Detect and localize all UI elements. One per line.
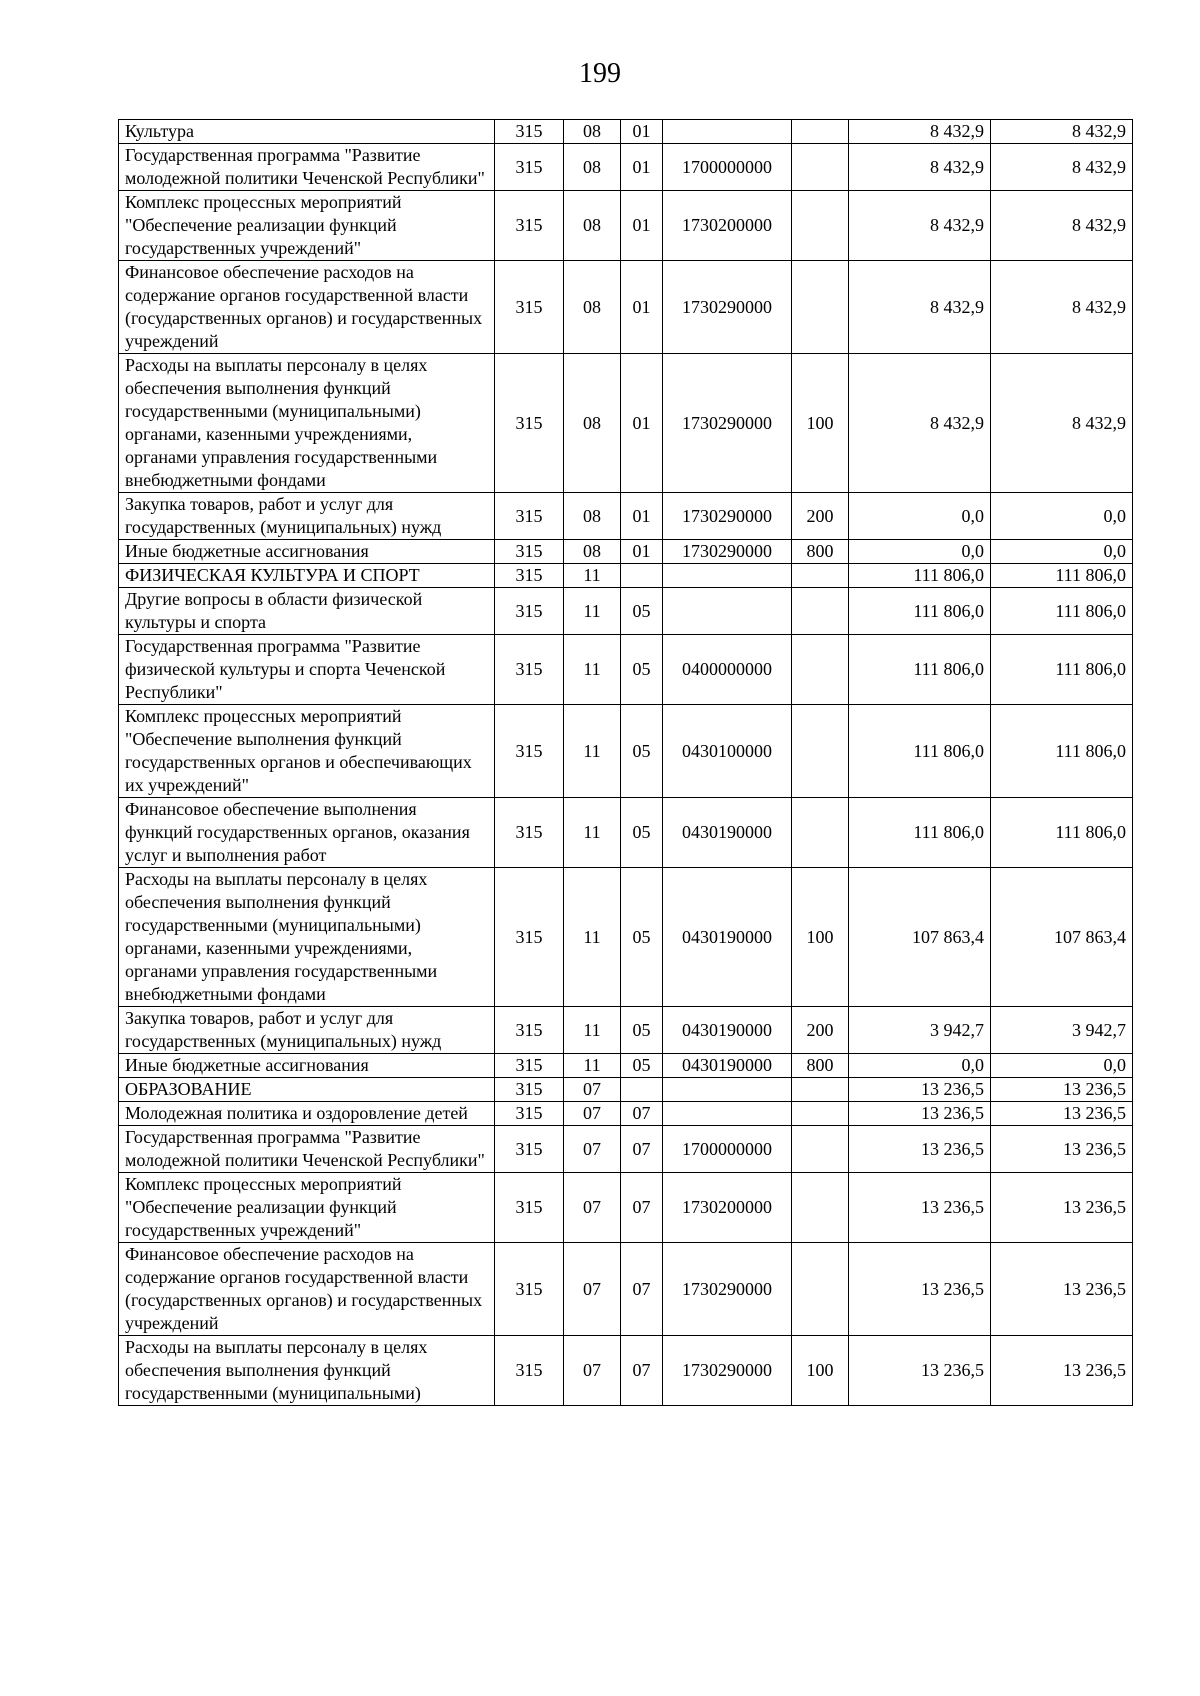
section-code-cell: 08 [564,191,621,261]
expense-type-cell: 800 [792,540,849,564]
subsection-code-cell: 01 [621,540,663,564]
table-row [119,798,1133,868]
amount-second-cell: 111 806,0 [991,798,1133,868]
subsection-code-cell: 01 [621,493,663,540]
section-code-cell: 07 [564,1078,621,1102]
grbs-code-cell: 315 [495,1102,564,1126]
subsection-code-cell: 01 [621,120,663,144]
page-number: 199 [579,58,621,89]
table-row [119,120,1133,144]
amount-second-cell: 8 432,9 [991,354,1133,493]
subsection-code-cell: 07 [621,1126,663,1173]
table-row [119,354,1133,493]
grbs-code-cell: 315 [495,540,564,564]
amount-first-cell: 13 236,5 [849,1243,991,1336]
expense-type-cell [792,1102,849,1126]
expense-name-cell: Финансовое обеспечение расходов на содержание органов государственной власти (государственных органов) и государственных учреждений [119,261,495,354]
expense-name-cell: Финансовое обеспечение расходов на содержание органов государственной власти (государственных органов) и государственных учреждений [119,1243,495,1336]
expense-name-cell: Комплекс процессных мероприятий "Обеспечение выполнения функций государственных органов и обеспечивающих их учреждений" [119,705,495,798]
expense-name-cell: Расходы на выплаты персоналу в целях обеспечения выполнения функций государственными (муниципальными) органами, казенными учреждениями, органами управления государственными внебюджетными фондами [119,868,495,1007]
subsection-code-cell: 05 [621,868,663,1007]
table-row [119,588,1133,635]
expense-type-cell [792,564,849,588]
subsection-code-cell: 05 [621,588,663,635]
amount-first-cell: 13 236,5 [849,1126,991,1173]
grbs-code-cell: 315 [495,1243,564,1336]
table-row [119,1243,1133,1336]
expense-type-cell [792,635,849,705]
subsection-code-cell [621,564,663,588]
grbs-code-cell: 315 [495,1173,564,1243]
subsection-code-cell: 05 [621,798,663,868]
subsection-code-cell: 07 [621,1173,663,1243]
amount-first-cell: 3 942,7 [849,1007,991,1054]
amount-second-cell: 13 236,5 [991,1336,1133,1406]
target-article-cell [663,120,792,144]
expense-name-cell: Закупка товаров, работ и услуг для государственных (муниципальных) нужд [119,1007,495,1054]
expense-type-cell: 200 [792,1007,849,1054]
section-code-cell: 08 [564,540,621,564]
amount-second-cell: 13 236,5 [991,1078,1133,1102]
section-code-cell: 08 [564,261,621,354]
amount-first-cell: 13 236,5 [849,1078,991,1102]
amount-first-cell: 0,0 [849,493,991,540]
section-code-cell: 07 [564,1336,621,1406]
expense-type-cell: 100 [792,354,849,493]
table-row [119,1102,1133,1126]
amount-first-cell: 8 432,9 [849,144,991,191]
amount-first-cell: 0,0 [849,1054,991,1078]
amount-second-cell: 111 806,0 [991,564,1133,588]
target-article-cell [663,1102,792,1126]
grbs-code-cell: 315 [495,261,564,354]
section-code-cell: 08 [564,354,621,493]
section-code-cell: 08 [564,493,621,540]
section-code-cell: 11 [564,1007,621,1054]
amount-second-cell: 13 236,5 [991,1173,1133,1243]
amount-second-cell: 107 863,4 [991,868,1133,1007]
budget-table [118,119,1133,1406]
amount-second-cell: 0,0 [991,493,1133,540]
grbs-code-cell: 315 [495,354,564,493]
table-row [119,1126,1133,1173]
target-article-cell: 1730290000 [663,261,792,354]
expense-name-cell: Иные бюджетные ассигнования [119,540,495,564]
target-article-cell [663,564,792,588]
expense-name-cell: Культура [119,120,495,144]
table-row [119,1054,1133,1078]
section-code-cell: 11 [564,588,621,635]
expense-type-cell [792,1243,849,1336]
expense-name-cell: Молодежная политика и оздоровление детей [119,1102,495,1126]
target-article-cell: 0400000000 [663,635,792,705]
grbs-code-cell: 315 [495,1336,564,1406]
amount-first-cell: 0,0 [849,540,991,564]
section-code-cell: 07 [564,1126,621,1173]
expense-type-cell [792,191,849,261]
table-row [119,1007,1133,1054]
expense-name-cell: Расходы на выплаты персоналу в целях обеспечения выполнения функций государственными (муниципальными) органами, казенными учреждениями, органами управления государственными внебюджетными фондами [119,354,495,493]
section-code-cell: 11 [564,705,621,798]
table-row [119,144,1133,191]
amount-first-cell: 8 432,9 [849,354,991,493]
target-article-cell [663,1078,792,1102]
amount-second-cell: 8 432,9 [991,191,1133,261]
grbs-code-cell: 315 [495,635,564,705]
grbs-code-cell: 315 [495,1054,564,1078]
amount-second-cell: 0,0 [991,1054,1133,1078]
amount-first-cell: 8 432,9 [849,261,991,354]
amount-first-cell: 13 236,5 [849,1173,991,1243]
amount-second-cell: 111 806,0 [991,705,1133,798]
target-article-cell: 0430190000 [663,798,792,868]
expense-name-cell: Комплекс процессных мероприятий "Обеспечение реализации функций государственных учреждений" [119,1173,495,1243]
subsection-code-cell [621,1078,663,1102]
expense-type-cell [792,798,849,868]
section-code-cell: 08 [564,120,621,144]
section-code-cell: 11 [564,1054,621,1078]
amount-first-cell: 111 806,0 [849,635,991,705]
amount-second-cell: 8 432,9 [991,144,1133,191]
target-article-cell: 1700000000 [663,144,792,191]
expense-type-cell [792,588,849,635]
target-article-cell: 0430100000 [663,705,792,798]
section-code-cell: 11 [564,635,621,705]
grbs-code-cell: 315 [495,493,564,540]
section-code-cell: 11 [564,868,621,1007]
grbs-code-cell: 315 [495,588,564,635]
amount-first-cell: 13 236,5 [849,1336,991,1406]
table-row [119,1336,1133,1406]
expense-type-cell: 800 [792,1054,849,1078]
table-row [119,261,1133,354]
amount-first-cell: 111 806,0 [849,588,991,635]
table-row [119,868,1133,1007]
section-code-cell: 08 [564,144,621,191]
subsection-code-cell: 01 [621,191,663,261]
target-article-cell: 1730290000 [663,493,792,540]
expense-type-cell [792,1078,849,1102]
target-article-cell: 0430190000 [663,1007,792,1054]
expense-type-cell [792,120,849,144]
expense-type-cell [792,1173,849,1243]
expense-type-cell [792,144,849,191]
subsection-code-cell: 05 [621,635,663,705]
grbs-code-cell: 315 [495,564,564,588]
target-article-cell: 0430190000 [663,1054,792,1078]
section-code-cell: 07 [564,1102,621,1126]
amount-second-cell: 8 432,9 [991,120,1133,144]
target-article-cell: 1730290000 [663,540,792,564]
target-article-cell: 1730290000 [663,1336,792,1406]
amount-second-cell: 8 432,9 [991,261,1133,354]
subsection-code-cell: 01 [621,354,663,493]
table-row [119,635,1133,705]
amount-first-cell: 111 806,0 [849,798,991,868]
subsection-code-cell: 01 [621,261,663,354]
grbs-code-cell: 315 [495,1007,564,1054]
budget-table-body [119,120,1133,1406]
target-article-cell: 0430190000 [663,868,792,1007]
subsection-code-cell: 07 [621,1243,663,1336]
subsection-code-cell: 05 [621,705,663,798]
target-article-cell: 1730290000 [663,1243,792,1336]
amount-first-cell: 8 432,9 [849,191,991,261]
grbs-code-cell: 315 [495,144,564,191]
amount-second-cell: 111 806,0 [991,588,1133,635]
expense-type-cell: 200 [792,493,849,540]
amount-second-cell: 3 942,7 [991,1007,1133,1054]
subsection-code-cell: 07 [621,1336,663,1406]
expense-name-cell: Финансовое обеспечение выполнения функций государственных органов, оказания услуг и выполнения работ [119,798,495,868]
amount-second-cell: 111 806,0 [991,635,1133,705]
amount-second-cell: 13 236,5 [991,1102,1133,1126]
table-row [119,493,1133,540]
grbs-code-cell: 315 [495,1126,564,1173]
target-article-cell: 1730200000 [663,1173,792,1243]
amount-first-cell: 8 432,9 [849,120,991,144]
table-row [119,1173,1133,1243]
target-article-cell [663,588,792,635]
subsection-code-cell: 05 [621,1054,663,1078]
section-code-cell: 07 [564,1173,621,1243]
table-row [119,191,1133,261]
expense-name-cell: Другие вопросы в области физической культуры и спорта [119,588,495,635]
amount-second-cell: 0,0 [991,540,1133,564]
target-article-cell: 1730200000 [663,191,792,261]
grbs-code-cell: 315 [495,705,564,798]
expense-type-cell [792,1126,849,1173]
table-row [119,564,1133,588]
expense-type-cell: 100 [792,868,849,1007]
amount-first-cell: 13 236,5 [849,1102,991,1126]
subsection-code-cell: 01 [621,144,663,191]
amount-first-cell: 111 806,0 [849,564,991,588]
amount-second-cell: 13 236,5 [991,1243,1133,1336]
section-code-cell: 11 [564,798,621,868]
expense-type-cell: 100 [792,1336,849,1406]
grbs-code-cell: 315 [495,1078,564,1102]
amount-second-cell: 13 236,5 [991,1126,1133,1173]
expense-name-cell: Комплекс процессных мероприятий "Обеспечение реализации функций государственных учреждений" [119,191,495,261]
section-code-cell: 11 [564,564,621,588]
subsection-code-cell: 07 [621,1102,663,1126]
expense-name-cell: Государственная программа "Развитие физической культуры и спорта Чеченской Республики" [119,635,495,705]
grbs-code-cell: 315 [495,191,564,261]
amount-first-cell: 107 863,4 [849,868,991,1007]
table-row [119,1078,1133,1102]
grbs-code-cell: 315 [495,868,564,1007]
target-article-cell: 1730290000 [663,354,792,493]
amount-first-cell: 111 806,0 [849,705,991,798]
subsection-code-cell: 05 [621,1007,663,1054]
target-article-cell: 1700000000 [663,1126,792,1173]
table-row [119,540,1133,564]
expense-name-cell: ФИЗИЧЕСКАЯ КУЛЬТУРА И СПОРТ [119,564,495,588]
expense-name-cell: Расходы на выплаты персоналу в целях обеспечения выполнения функций государственными (муниципальными) [119,1336,495,1406]
expense-type-cell [792,261,849,354]
expense-name-cell: Иные бюджетные ассигнования [119,1054,495,1078]
expense-type-cell [792,705,849,798]
table-row [119,705,1133,798]
expense-name-cell: Закупка товаров, работ и услуг для государственных (муниципальных) нужд [119,493,495,540]
expense-name-cell: Государственная программа "Развитие молодежной политики Чеченской Республики" [119,1126,495,1173]
grbs-code-cell: 315 [495,120,564,144]
section-code-cell: 07 [564,1243,621,1336]
expense-name-cell: ОБРАЗОВАНИЕ [119,1078,495,1102]
grbs-code-cell: 315 [495,798,564,868]
expense-name-cell: Государственная программа "Развитие молодежной политики Чеченской Республики" [119,144,495,191]
